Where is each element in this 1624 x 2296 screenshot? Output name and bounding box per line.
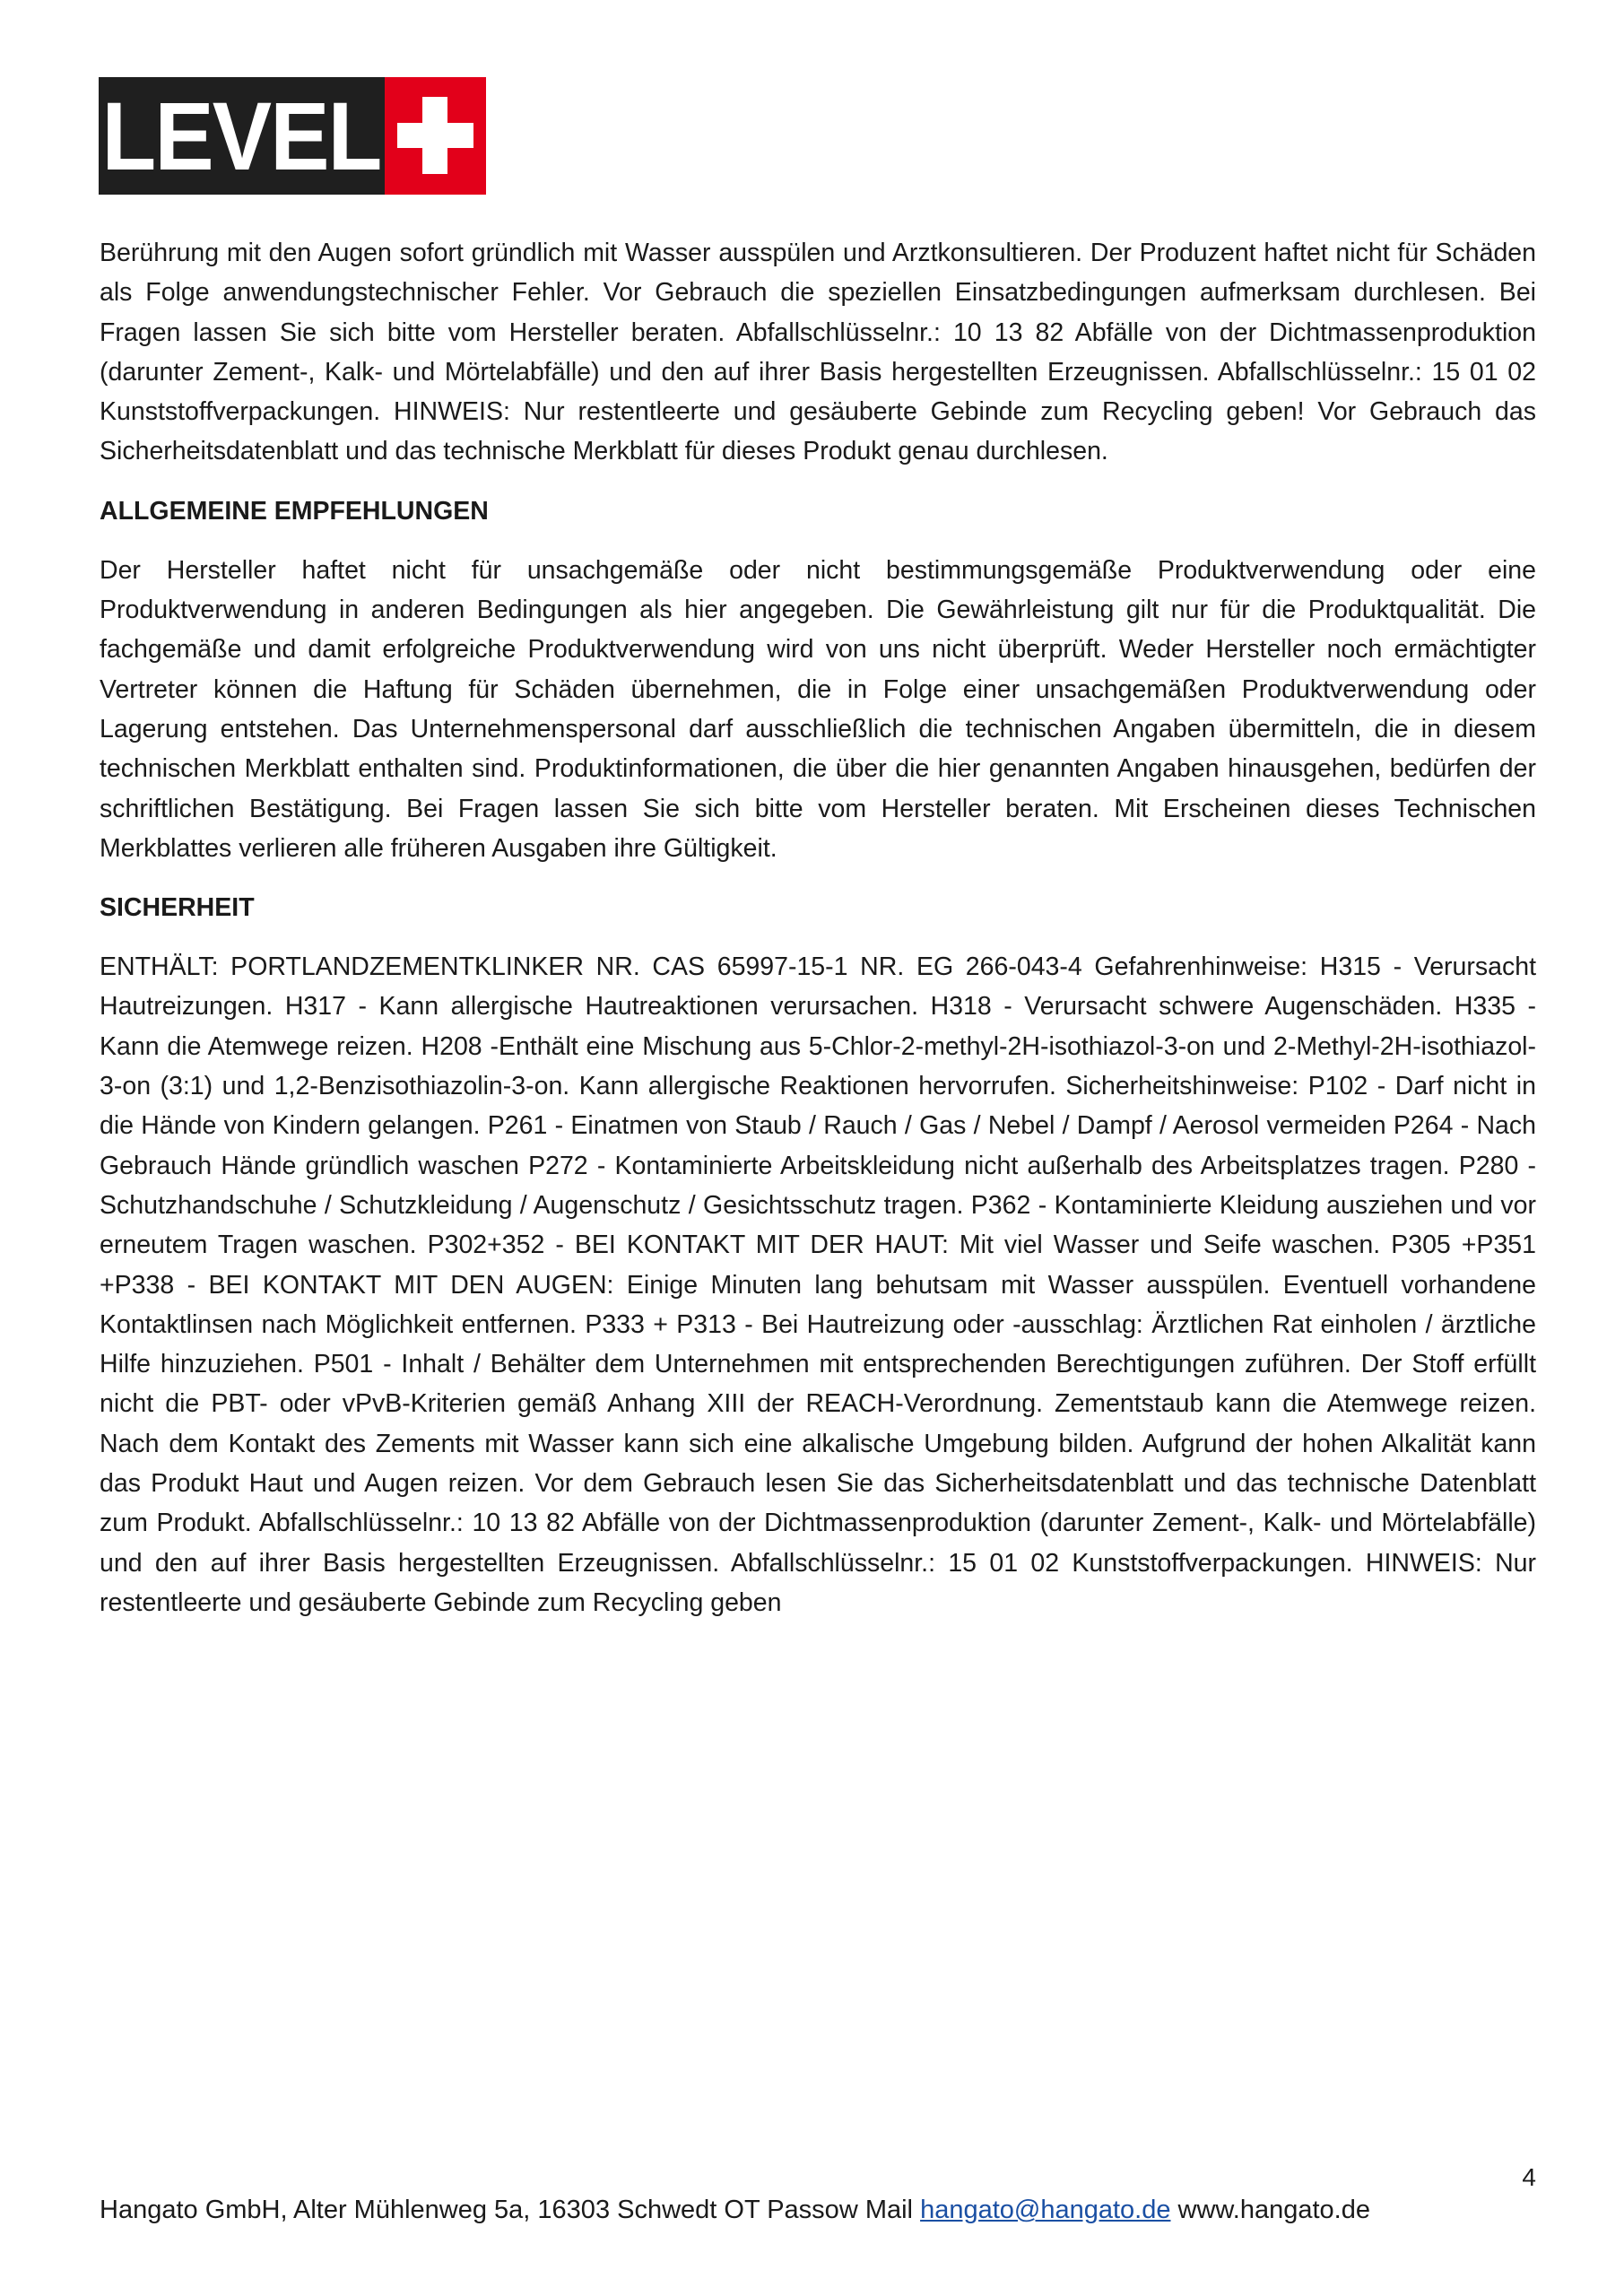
- document-body: [100, 233, 1536, 1622]
- footer-email-link[interactable]: hangato@hangato.de: [920, 2196, 1171, 2224]
- safety-paragraph: ENTHÄLT: PORTLANDZEMENTKLINKER NR. CAS 65997-15-1 NR. EG 266-043-4 Gefahrenhinweise: H315 - Verursacht Hautreizungen. H317 - Kann allergische Hautreaktionen verursachen. H318 - Verursacht schwere Augenschäden. H335 - Kann die Atemwege reizen. H208 -Enthält eine Mischung aus 5-Chlor-2-methyl-2H-isothiazol-3-on und 2-Methyl-2H-isothiazol-3-on (3:1) und 1,2-Benzisothiazolin-3-on. Kann allergische Reaktionen hervorrufen. Sicherheitshinweise: P102 - Darf nicht in die Hände von Kindern gelangen. P261 - Einatmen von Staub / Rauch / Gas / Nebel / Dampf / Aerosol vermeiden P264 - Nach Gebrauch Hände gründlich waschen P272 - Kontaminierte Arbeitskleidung nicht außerhalb des Arbeitsplatzes tragen. P280 - Schutzhandschuhe / Schutzkleidung / Augenschutz / Gesichtsschutz tragen. P362 - Kontaminierte Kleidung ausziehen und vor erneutem Tragen waschen. P302+352 - BEI KONTAKT MIT DER HAUT: Mit viel Wasser und Seife waschen. P305 +P351 +P338 - BEI KONTAKT MIT DEN AUGEN: Einige Minuten lang behutsam mit Wasser ausspülen. Eventuell vorhandene Kontaktlinsen nach Möglichkeit entfernen. P333 + P313 - Bei Hautreizung oder -ausschlag: Ärztlichen Rat einholen / ärztliche Hilfe hinzuziehen. P501 - Inhalt / Behälter dem Unternehmen mit entsprechenden Berechtigungen zuführen. Der Stoff erfüllt nicht die PBT- oder vPvB-Kriterien gemäß Anhang XIII der REACH-Verordnung. Zementstaub kann die Atemwege reizen. Nach dem Kontakt des Zements mit Wasser kann sich eine alkalische Umgebung bilden. Aufgrund der hohen Alkalität kann das Produkt Haut und Augen reizen. Vor dem Gebrauch lesen Sie das Sicherheitsdatenblatt und das technische Datenblatt zum Produkt. Abfallschlüsselnr.: 10 13 82 Abfälle von der Dichtmassenproduktion (darunter Zement-, Kalk- und Mörtelabfälle) und den auf ihrer Basis hergestellten Erzeugnissen. Abfallschlüsselnr.: 15 01 02 Kunststoffverpackungen. HINWEIS: Nur restentleerte und gesäuberte Gebinde zum Recycling geben: [100, 952, 1536, 1617]
- footer-company-address: Hangato GmbH, Alter Mühlenweg 5a, 16303 Schwedt OT Passow Mail: [100, 2196, 913, 2224]
- plus-icon: [385, 77, 486, 195]
- logo-word-text: LEVEL: [102, 82, 382, 190]
- page-number: 4: [1522, 2163, 1536, 2191]
- level-plus-logo: [99, 77, 486, 195]
- intro-paragraph: Berührung mit den Augen sofort gründlich mit Wasser ausspülen und Arztkonsultieren. Der Produzent haftet nicht für Schäden als Folge anwendungstechnischer Fehler. Vor Gebrauch die speziellen Einsatzbedingungen aufmerksam durchlesen. Bei Fragen lassen Sie sich bitte vom Hersteller beraten. Abfallschlüsselnr.: 10 13 82 Abfälle von der Dichtmassenproduktion (darunter Zement-, Kalk- und Mörtelabfälle) und den auf ihrer Basis hergestellten Erzeugnissen. Abfallschlüsselnr.: 15 01 02 Kunststoffverpackungen. HINWEIS: Nur restentleerte und gesäuberte Gebinde zum Recycling geben! Vor Gebrauch das Sicherheitsdatenblatt und das technische Merkblatt für dieses Produkt genau durchlesen.: [100, 239, 1536, 466]
- footer-website[interactable]: www.hangato.de: [1177, 2196, 1370, 2224]
- logo-wordmark: [99, 77, 385, 195]
- section-heading-safety: SICHERHEIT: [100, 893, 255, 923]
- footer: [100, 2196, 1370, 2225]
- general-recommendations-paragraph: Der Hersteller haftet nicht für unsachgemäße oder nicht bestimmungsgemäße Produktverwendung oder eine Produktverwendung in anderen Bedingungen als hier angegeben. Die Gewährleistung gilt nur für die Produktqualität. Die fachgemäße und damit erfolgreiche Produktverwendung wird von uns nicht überprüft. Weder Hersteller noch ermächtigter Vertreter können die Haftung für Schäden übernehmen, die in Folge einer unsachgemäßen Produktverwendung oder Lagerung entstehen. Das Unternehmenspersonal darf ausschließlich die technischen Angaben übermitteln, die in diesem technischen Merkblatt enthalten sind. Produktinformationen, die über die hier genannten Angaben hinausgehen, bedürfen der schriftlichen Bestätigung. Bei Fragen lassen Sie sich bitte vom Hersteller beraten. Mit Erscheinen dieses Technischen Merkblattes verlieren alle früheren Ausgaben ihre Gültigkeit.: [100, 555, 1536, 863]
- plus-vertical-bar: [422, 97, 447, 174]
- section-heading-general: ALLGEMEINE EMPFEHLUNGEN: [100, 496, 489, 526]
